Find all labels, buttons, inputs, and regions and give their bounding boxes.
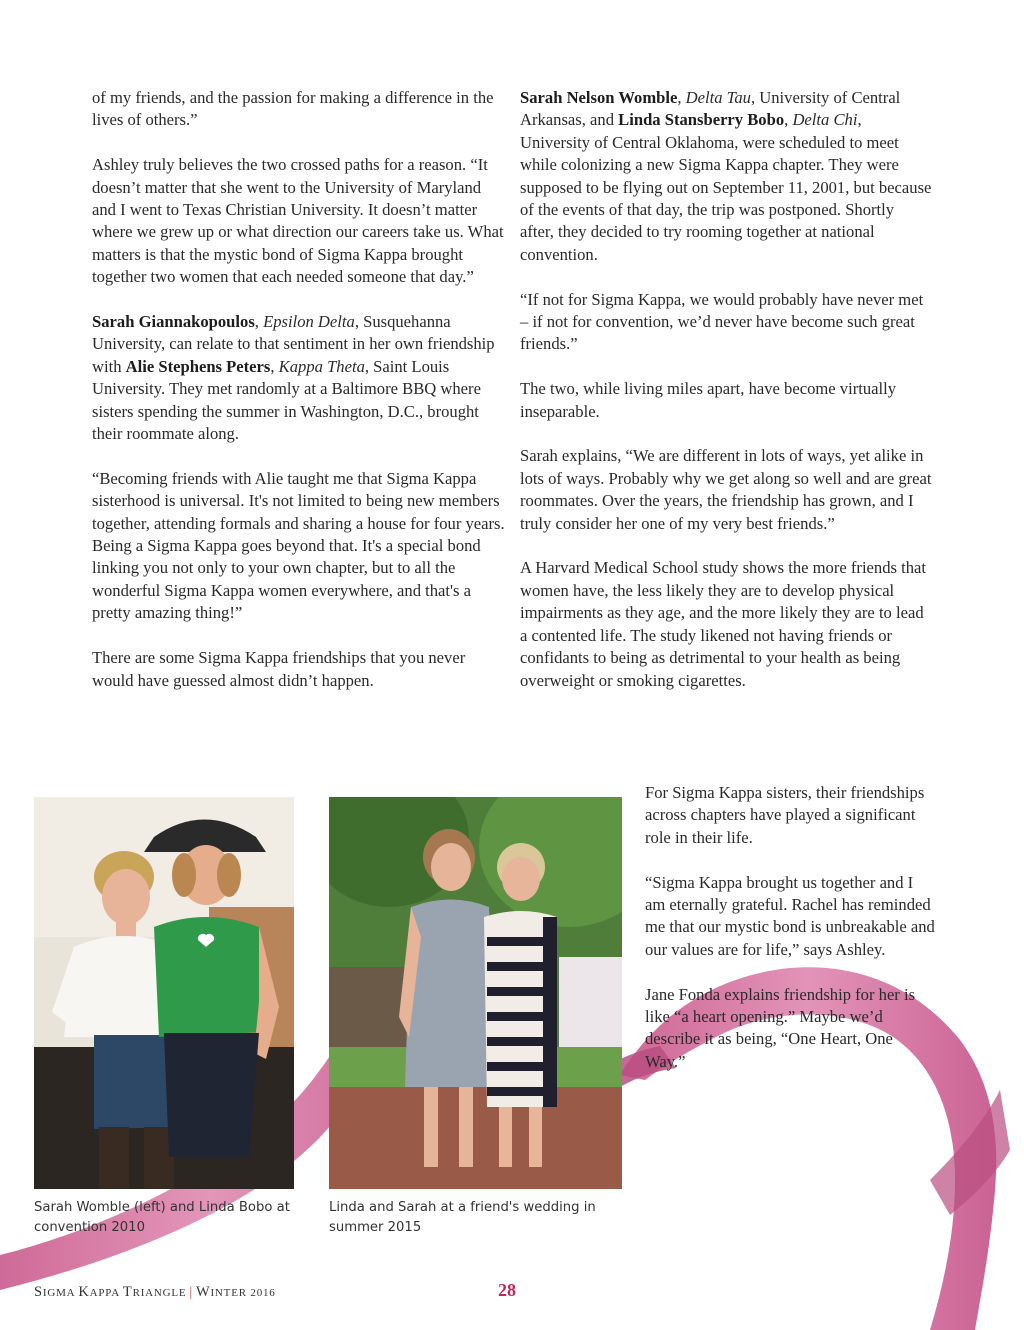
bottom-right-text-column xyxy=(645,782,937,1096)
paragraph: “Becoming friends with Alie taught me that Sigma Kappa sisterhood is universal. It's not limited to being new members together, attending formals and sharing a house for four years. Being a Sigma Kappa goes beyond that. It's a special bond linking you not only to your own chapter, but to all the wonderful Sigma Kappa women everywhere, and that's a pretty amazing thing!” xyxy=(92,468,505,623)
footer-separator: | xyxy=(189,1284,193,1299)
paragraph: “If not for Sigma Kappa, we would probably have never met – if not for convention, we’d never have become such great friends.” xyxy=(520,289,924,354)
chapter-name: Delta Tau xyxy=(685,88,751,107)
paragraph: For Sigma Kappa sisters, their friendships across chapters have played a significant role in their life. xyxy=(645,783,925,847)
member-name: Sarah Nelson Womble xyxy=(520,88,678,107)
publication-footer: SIGMA KAPPA TRIANGLE | WINTER 2016 xyxy=(34,1284,276,1300)
paragraph: Sarah Nelson Womble, Delta Tau, University of Central Arkansas, and Linda Stansberry Bobo, Delta Chi, University of Central Oklahoma, were scheduled to meet while colonizing a new Sigma Kappa chapter. They were supposed to be flying out on September 11, 2001, but because of the events of that day, the trip was postponed. Shortly after, they decided to try rooming together at national convention. xyxy=(520,88,932,264)
paragraph: There are some Sigma Kappa friendships that you never would have guessed almost didn’t happen. xyxy=(92,648,466,690)
chapter-name: Kappa Theta xyxy=(278,356,365,376)
paragraph: of my friends, and the passion for making a difference in the lives of others.” xyxy=(92,88,494,130)
paragraph: Ashley truly believes the two crossed paths for a reason. “It doesn’t matter that she went to the University of Maryland and I went to Texas Christian University. It doesn’t matter where we grew up or what direction our careers take us. What matters is that the mystic bond of Sigma Kappa brought together two women that each needed someone that day.” xyxy=(92,155,504,287)
member-name: Alie Stephens Peters xyxy=(125,356,271,376)
chapter-name: Epsilon Delta xyxy=(263,312,355,332)
right-text-column xyxy=(520,87,932,714)
chapter-name: Delta Chi xyxy=(792,110,858,130)
photo-caption: Sarah Womble (left) and Linda Bobo at convention 2010 xyxy=(34,1200,290,1235)
photo-convention-2010 xyxy=(34,797,294,1189)
paragraph: “Sigma Kappa brought us together and I am eternally grateful. Rachel has reminded me that our mystic bond is unbreakable and our values are for life,” says Ashley. xyxy=(645,872,935,959)
paragraph: The two, while living miles apart, have become virtually inseparable. xyxy=(520,379,897,421)
paragraph: Sarah Giannakopoulos, Epsilon Delta, Susquehanna University, can relate to that sentiment in her own friendship with Alie Stephens Peters, Kappa Theta, Saint Louis University. They met randomly at a Baltimore BBQ where sisters spending the summer in Washington, D.C., brought their roommate along. xyxy=(92,312,495,444)
paragraph: A Harvard Medical School study shows the more friends that women have, the less likely they are to develop physical impairments as they age, and the more likely they are to lead a contented life. The study likened not having friends or confidants to being as detrimental to your health as being overweight or smoking cigarettes. xyxy=(520,558,927,690)
left-text-column xyxy=(92,87,507,714)
photo-caption: Linda and Sarah at a friend's wedding in summer 2015 xyxy=(329,1200,596,1235)
paragraph: Jane Fonda explains friendship for her is like “a heart opening.” Maybe we’d describe it as being, “One Heart, One Way.” xyxy=(645,984,916,1071)
member-name: Linda Stansberry Bobo xyxy=(618,110,785,130)
photo-wedding-2015 xyxy=(329,797,622,1189)
page-number: 28 xyxy=(498,1280,516,1300)
member-name: Sarah Giannakopoulos xyxy=(92,312,255,332)
paragraph: Sarah explains, “We are different in lots of ways, yet alike in lots of ways. Probably why we get along so well and are great roommates. Over the years, the friendship has grown, and I truly consider her one of my very best friends.” xyxy=(520,446,932,533)
